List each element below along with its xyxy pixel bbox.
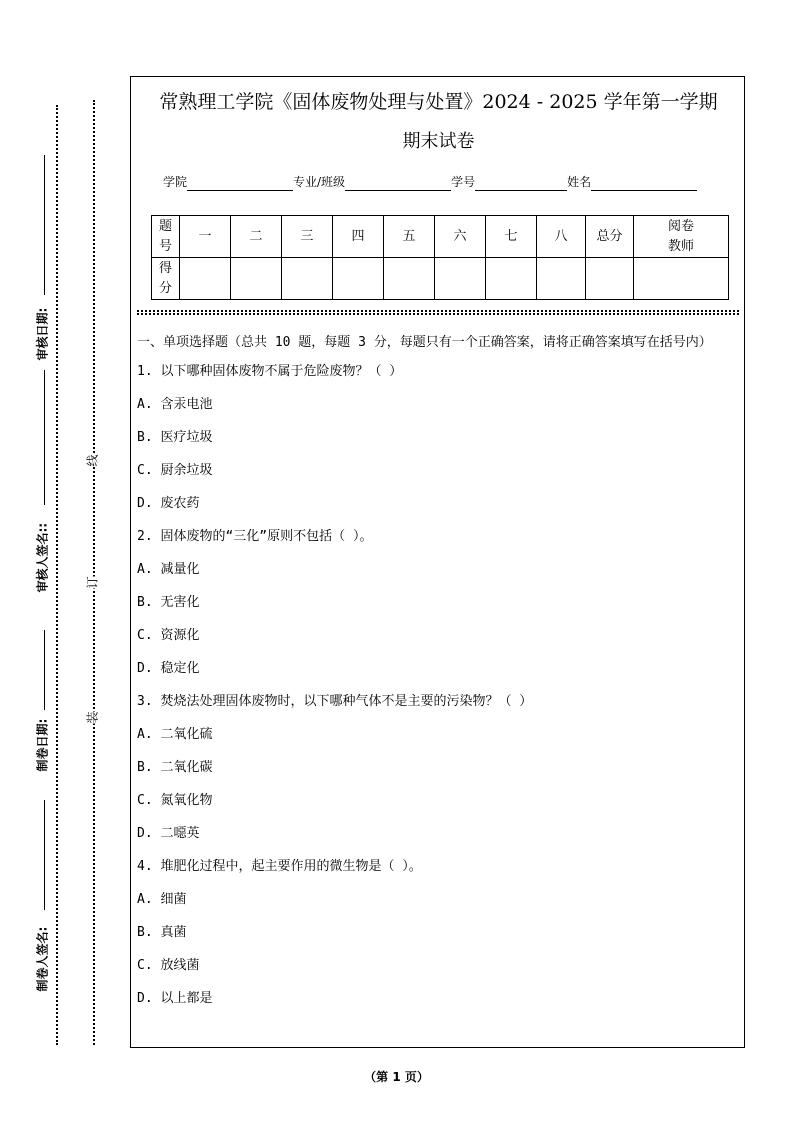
score-header-cell — [586, 216, 634, 258]
binding-char-line: 线 — [82, 454, 103, 466]
option-line: C. 厨余垃圾 — [137, 463, 213, 478]
score-row-label-cell — [152, 258, 180, 300]
score-header-cell — [537, 216, 586, 258]
cell-text: 得 分 — [158, 260, 172, 296]
score-cell[interactable] — [486, 258, 537, 300]
review-date-label: 审核日期: — [35, 307, 50, 361]
score-header-cell — [384, 216, 435, 258]
prepare-date-label: 制卷日期: — [35, 718, 50, 772]
major-class-label: 专业/班级 — [293, 175, 346, 189]
major-class-field[interactable] — [345, 176, 451, 191]
option-line: C. 资源化 — [137, 628, 200, 643]
option-line: B. 真菌 — [137, 925, 187, 940]
score-table — [151, 215, 729, 300]
score-header-cell — [282, 216, 333, 258]
score-header-cell — [152, 216, 180, 258]
score-cell[interactable] — [634, 258, 729, 300]
score-cell[interactable] — [384, 258, 435, 300]
score-cell[interactable] — [586, 258, 634, 300]
score-header-cell — [333, 216, 384, 258]
binding-char-bind: 装 — [82, 711, 103, 723]
cell-text: 阅卷 教师 — [667, 218, 694, 254]
separator-dotted-line — [137, 313, 739, 315]
option-line: A. 含汞电池 — [137, 397, 213, 412]
cell-text: 二 — [249, 228, 263, 244]
option-line: A. 二氧化硫 — [137, 727, 213, 742]
score-cell[interactable] — [333, 258, 384, 300]
option-line: C. 氮氧化物 — [137, 793, 213, 808]
cell-text: 一 — [198, 228, 212, 244]
cell-text: 四 — [351, 228, 365, 244]
binding-char-staple: 订 — [82, 576, 103, 588]
separator-dotted-line — [137, 310, 739, 312]
name-label: 姓名 — [567, 175, 592, 189]
score-table-score-row — [152, 258, 729, 300]
option-line: D. 废农药 — [137, 496, 200, 511]
option-line: D. 稳定化 — [137, 661, 200, 676]
question-line: 4. 堆肥化过程中，起主要作用的微生物是（ ）。 — [137, 859, 422, 874]
option-line: A. 细菌 — [137, 892, 187, 907]
question-line: 3. 焚烧法处理固体废物时，以下哪种气体不是主要的污染物？（ ） — [137, 694, 533, 709]
outer-dotted-line — [56, 105, 58, 1045]
option-line: B. 二氧化碳 — [137, 760, 213, 775]
section-heading: 一、单项选择题（总共 10 题，每题 3 分，每题只有一个正确答案，请将正确答案填写在括号内） — [137, 335, 712, 350]
exam-title: 常熟理工学院《固体废物处理与处置》2024 - 2025 学年第一学期 — [159, 91, 718, 113]
score-header-cell — [634, 216, 729, 258]
page-number: （第 1 页） — [364, 1070, 429, 1084]
cell-text: 五 — [402, 228, 416, 244]
question-line: 1. 以下哪种固体废物不属于危险废物？（ ） — [137, 364, 403, 379]
cell-text: 八 — [554, 228, 568, 244]
option-line: B. 无害化 — [137, 595, 200, 610]
score-cell[interactable] — [282, 258, 333, 300]
score-cell[interactable] — [537, 258, 586, 300]
cell-text: 六 — [453, 228, 467, 244]
exam-subtitle: 期末试卷 — [402, 131, 475, 152]
cell-text: 七 — [504, 228, 518, 244]
score-cell[interactable] — [435, 258, 486, 300]
score-header-cell — [435, 216, 486, 258]
reviewer-signature-rule — [44, 370, 45, 505]
option-line: D. 以上都是 — [137, 991, 213, 1006]
cell-text: 题 号 — [158, 218, 172, 254]
question-section — [137, 332, 741, 1022]
reviewer-signature-label: 审核人签名:: — [35, 522, 50, 593]
preparer-signature-label: 制卷人签名: — [35, 926, 50, 992]
option-line: C. 放线菌 — [137, 958, 200, 973]
student-id-field[interactable] — [475, 176, 567, 191]
score-table-header-row — [152, 216, 729, 258]
question-line: 2. 固体废物的“三化”原则不包括（ ）。 — [137, 529, 373, 544]
score-header-cell — [486, 216, 537, 258]
preparer-signature-rule — [44, 800, 45, 910]
option-line: D. 二噁英 — [137, 826, 200, 841]
review-date-rule — [44, 155, 45, 295]
cell-text: 三 — [300, 228, 314, 244]
option-line: B. 医疗垃圾 — [137, 430, 213, 445]
inner-dotted-line — [93, 100, 95, 1045]
score-header-cell — [180, 216, 231, 258]
score-cell[interactable] — [231, 258, 282, 300]
student-info-row — [163, 173, 697, 191]
college-field[interactable] — [187, 176, 293, 191]
name-field[interactable] — [591, 176, 697, 191]
student-id-label: 学号 — [451, 175, 476, 189]
score-cell[interactable] — [180, 258, 231, 300]
cell-text: 总分 — [596, 228, 623, 244]
college-label: 学院 — [163, 175, 188, 189]
prepare-date-rule — [44, 630, 45, 710]
score-header-cell — [231, 216, 282, 258]
exam-frame — [130, 76, 745, 1048]
option-line: A. 减量化 — [137, 562, 200, 577]
